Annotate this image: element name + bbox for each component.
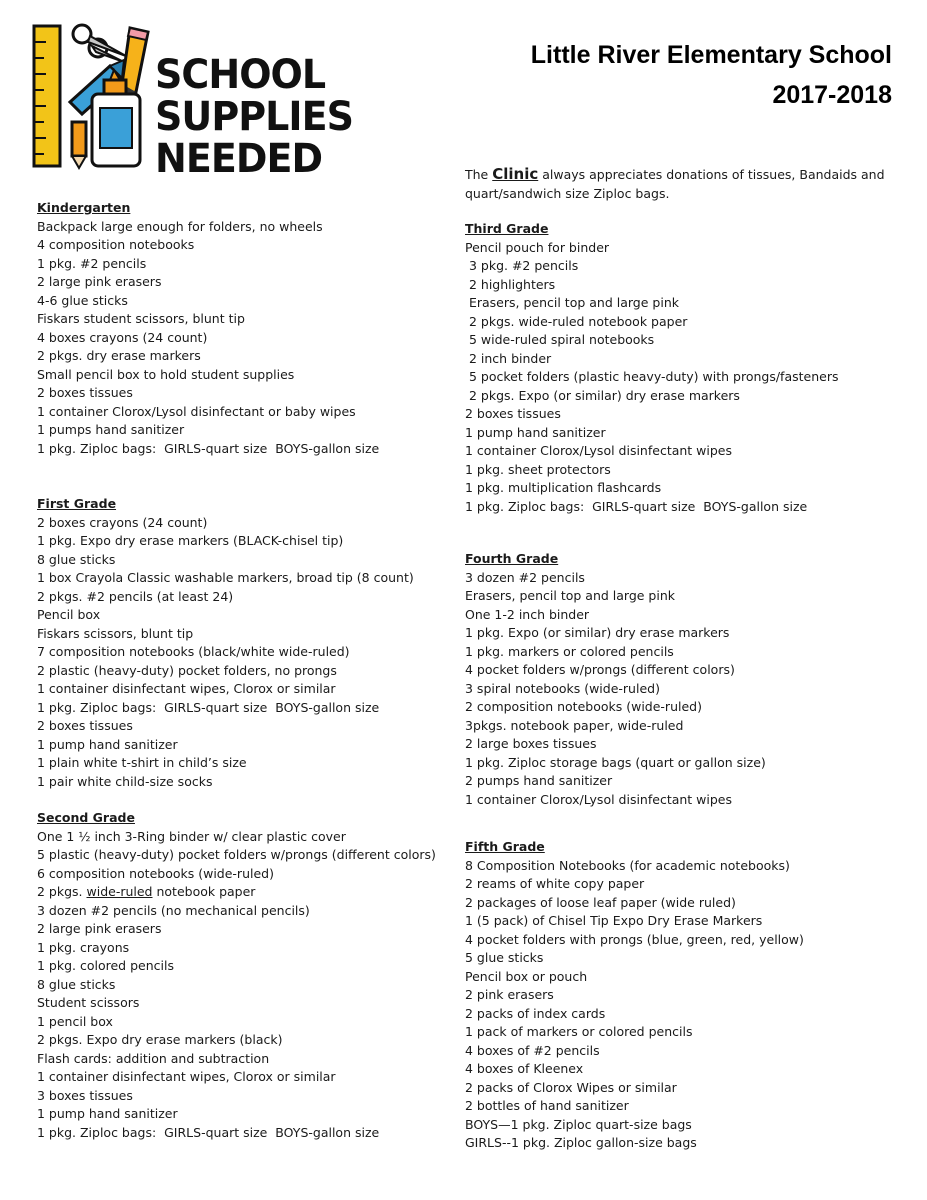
list-item: 1 pkg. crayons xyxy=(37,939,130,955)
list-item: Flash cards: addition and subtraction xyxy=(37,1050,270,1066)
list-item: Pencil box or pouch xyxy=(465,968,588,984)
list-item: 1 pencil box xyxy=(37,1013,113,1029)
list-item: 6 composition notebooks (wide-ruled) xyxy=(37,865,274,881)
list-item: 5 glue sticks xyxy=(465,950,544,965)
note-text: The xyxy=(465,167,493,182)
list-item: 2 boxes tissues xyxy=(37,718,133,733)
clinic-highlight: Clinic xyxy=(492,165,539,183)
list-item: 1 pkg. colored pencils xyxy=(37,958,174,973)
list-item: Erasers, pencil top and large pink xyxy=(465,588,676,603)
list-item: 4 pocket folders with prongs (blue, green, red, yellow) xyxy=(465,931,804,947)
list-item: 4 boxes of #2 pencils xyxy=(465,1042,600,1058)
list-item: Student scissors xyxy=(37,995,140,1010)
school-year: 2017-2018 xyxy=(772,81,892,109)
section-title: First Grade xyxy=(37,496,117,511)
list-item: 3pkgs. notebook paper, wide-ruled xyxy=(465,717,684,733)
section-title: Fifth Grade xyxy=(465,839,545,854)
logo-line: SUPPLIES xyxy=(155,94,354,140)
list-item: 2 packages of loose leaf paper (wide ruled) xyxy=(465,894,736,910)
list-item: 2 packs of Clorox Wipes or similar xyxy=(465,1079,677,1095)
supply-list xyxy=(37,902,447,1143)
list-item: 4-6 glue sticks xyxy=(37,292,128,308)
list-item: 2 plastic (heavy-duty) pocket folders, no prongs xyxy=(37,662,337,678)
list-item: 4 boxes of Kleenex xyxy=(465,1061,584,1076)
list-item: 1 pkg. markers or colored pencils xyxy=(465,643,674,659)
item-text: notebook paper xyxy=(152,884,256,899)
supply-list xyxy=(465,569,905,810)
list-item: 1 pump hand sanitizer xyxy=(37,1106,178,1121)
list-item: 4 composition notebooks xyxy=(37,237,195,252)
list-item: 1 container Clorox/Lysol disinfectant wipes xyxy=(465,443,733,458)
list-item: 1 pkg. Ziploc bags: GIRLS-quart size BOYS-gallon size xyxy=(37,440,380,456)
list-item: 2 highlighters xyxy=(465,276,556,292)
third-grade-section xyxy=(465,220,905,516)
logo-text xyxy=(155,54,353,180)
list-item: 3 boxes tissues xyxy=(37,1087,133,1103)
list-item: 2 boxes tissues xyxy=(465,406,561,421)
list-item: Pencil pouch for binder xyxy=(465,239,610,255)
list-item: 1 pkg. #2 pencils xyxy=(37,255,147,271)
list-item: 3 dozen #2 pencils (no mechanical pencils) xyxy=(37,902,310,918)
scissors-icon xyxy=(73,25,126,62)
list-item: 2 reams of white copy paper xyxy=(465,876,645,891)
list-item: 1 pair white child-size socks xyxy=(37,773,213,789)
small-pencil-icon xyxy=(72,122,86,168)
list-item: Fiskars student scissors, blunt tip xyxy=(37,311,245,326)
supplies-illustration-icon xyxy=(30,22,160,172)
list-item: 2 pumps hand sanitizer xyxy=(465,773,613,788)
list-item: One 1-2 inch binder xyxy=(465,606,590,622)
list-item: 1 (5 pack) of Chisel Tip Expo Dry Erase Markers xyxy=(465,913,763,928)
list-item: 8 Composition Notebooks (for academic notebooks) xyxy=(465,857,790,873)
list-item: Pencil box xyxy=(37,607,101,622)
right-column xyxy=(465,165,905,1153)
list-item: 5 wide-ruled spiral notebooks xyxy=(465,332,655,347)
list-item: 4 boxes crayons (24 count) xyxy=(37,329,208,345)
list-item: 2 pkgs. Expo dry erase markers (black) xyxy=(37,1032,283,1047)
supply-list xyxy=(465,239,905,517)
list-item: 1 pkg. Expo dry erase markers (BLACK-chisel tip) xyxy=(37,533,344,548)
list-item: 8 glue sticks xyxy=(37,976,116,992)
list-item: 1 box Crayola Classic washable markers, broad tip (8 count) xyxy=(37,570,414,585)
list-item: 2 packs of index cards xyxy=(465,1005,606,1021)
list-item: 3 spiral notebooks (wide-ruled) xyxy=(465,680,660,696)
list-item: 1 plain white t-shirt in child’s size xyxy=(37,755,247,770)
list-item: 1 container Clorox/Lysol disinfectant or baby wipes xyxy=(37,403,356,419)
ruler-icon xyxy=(34,26,60,166)
supply-list xyxy=(37,514,447,792)
supply-list xyxy=(465,857,905,1153)
list-item: 1 pkg. multiplication flashcards xyxy=(465,480,662,495)
list-item: 2 boxes tissues xyxy=(37,385,133,400)
list-item: 1 pkg. Ziploc bags: GIRLS-quart size BOYS-gallon size xyxy=(37,1124,380,1140)
list-item: Fiskars scissors, blunt tip xyxy=(37,625,194,641)
underlined-text: wide-ruled xyxy=(86,884,153,899)
list-item: 2 pkgs. Expo (or similar) dry erase markers xyxy=(465,387,740,403)
list-item: Backpack large enough for folders, no wheels xyxy=(37,218,323,234)
list-item: 7 composition notebooks (black/white wide-ruled) xyxy=(37,644,350,659)
list-item: 1 pkg. Expo (or similar) dry erase markers xyxy=(465,625,730,640)
second-grade-section xyxy=(37,809,447,1142)
list-item: 2 composition notebooks (wide-ruled) xyxy=(465,699,702,714)
list-item: 8 glue sticks xyxy=(37,551,116,567)
list-item: 2 pkgs. wide-ruled notebook paper xyxy=(465,313,688,329)
list-item: Small pencil box to hold student supplies xyxy=(37,366,295,382)
list-item: 4 pocket folders w/prongs (different colors) xyxy=(465,662,735,677)
list-item xyxy=(37,883,447,902)
first-grade-section xyxy=(37,495,447,791)
list-item: 2 large boxes tissues xyxy=(465,736,597,751)
list-item: 2 pink erasers xyxy=(465,987,554,1002)
list-item: 2 boxes crayons (24 count) xyxy=(37,514,208,530)
supply-list xyxy=(37,828,447,884)
list-item: 1 pkg. Ziploc bags: GIRLS-quart size BOYS-gallon size xyxy=(465,498,808,514)
list-item: 2 inch binder xyxy=(465,350,552,366)
list-item: 5 pocket folders (plastic heavy-duty) with prongs/fasteners xyxy=(465,369,839,384)
school-name: Little River Elementary School xyxy=(530,41,892,69)
kindergarten-section xyxy=(37,199,447,458)
list-item: 1 pump hand sanitizer xyxy=(37,736,178,752)
list-item: One 1 ½ inch 3-Ring binder w/ clear plastic cover xyxy=(37,828,346,844)
clinic-note xyxy=(465,165,895,203)
list-item: 1 pkg. Ziploc bags: GIRLS-quart size BOYS-gallon size xyxy=(37,699,380,715)
logo-line: SCHOOL xyxy=(155,52,326,98)
list-item: GIRLS--1 pkg. Ziploc gallon-size bags xyxy=(465,1135,697,1150)
section-title: Kindergarten xyxy=(37,200,131,215)
list-item: 1 pack of markers or colored pencils xyxy=(465,1024,693,1039)
list-item: 1 pump hand sanitizer xyxy=(465,424,606,440)
supply-list xyxy=(37,218,447,459)
list-item: 1 container disinfectant wipes, Clorox or similar xyxy=(37,1069,336,1084)
item-text: 2 pkgs. xyxy=(37,884,87,899)
list-item: Erasers, pencil top and large pink xyxy=(465,295,679,310)
list-item: 1 pumps hand sanitizer xyxy=(37,422,185,437)
note-text: always appreciates donations of tissues, Bandaids and quart/sandwich size Ziploc bags. xyxy=(465,167,885,201)
school-header xyxy=(531,40,892,110)
logo-line: NEEDED xyxy=(155,136,323,182)
list-item: 1 pkg. Ziploc storage bags (quart or gallon size) xyxy=(465,754,766,770)
list-item: 5 plastic (heavy-duty) pocket folders w/prongs (different colors) xyxy=(37,847,436,862)
section-title: Third Grade xyxy=(465,221,549,236)
list-item: 2 large pink erasers xyxy=(37,921,162,936)
list-item: 2 large pink erasers xyxy=(37,274,162,289)
list-item: 3 pkg. #2 pencils xyxy=(465,258,579,273)
list-item: 2 pkgs. dry erase markers xyxy=(37,348,201,363)
fifth-grade-section xyxy=(465,838,905,1153)
left-column xyxy=(37,199,447,1142)
list-item: 2 bottles of hand sanitizer xyxy=(465,1098,629,1113)
section-title: Fourth Grade xyxy=(465,551,559,566)
section-title: Second Grade xyxy=(37,810,135,825)
list-item: 3 dozen #2 pencils xyxy=(465,569,585,585)
fourth-grade-section xyxy=(465,550,905,809)
school-supplies-logo xyxy=(30,22,365,182)
list-item: 1 pkg. sheet protectors xyxy=(465,461,611,477)
list-item: BOYS—1 pkg. Ziploc quart-size bags xyxy=(465,1116,692,1132)
list-item: 1 container disinfectant wipes, Clorox or similar xyxy=(37,681,336,696)
list-item: 2 pkgs. #2 pencils (at least 24) xyxy=(37,588,234,604)
list-item: 1 container Clorox/Lysol disinfectant wipes xyxy=(465,791,733,807)
